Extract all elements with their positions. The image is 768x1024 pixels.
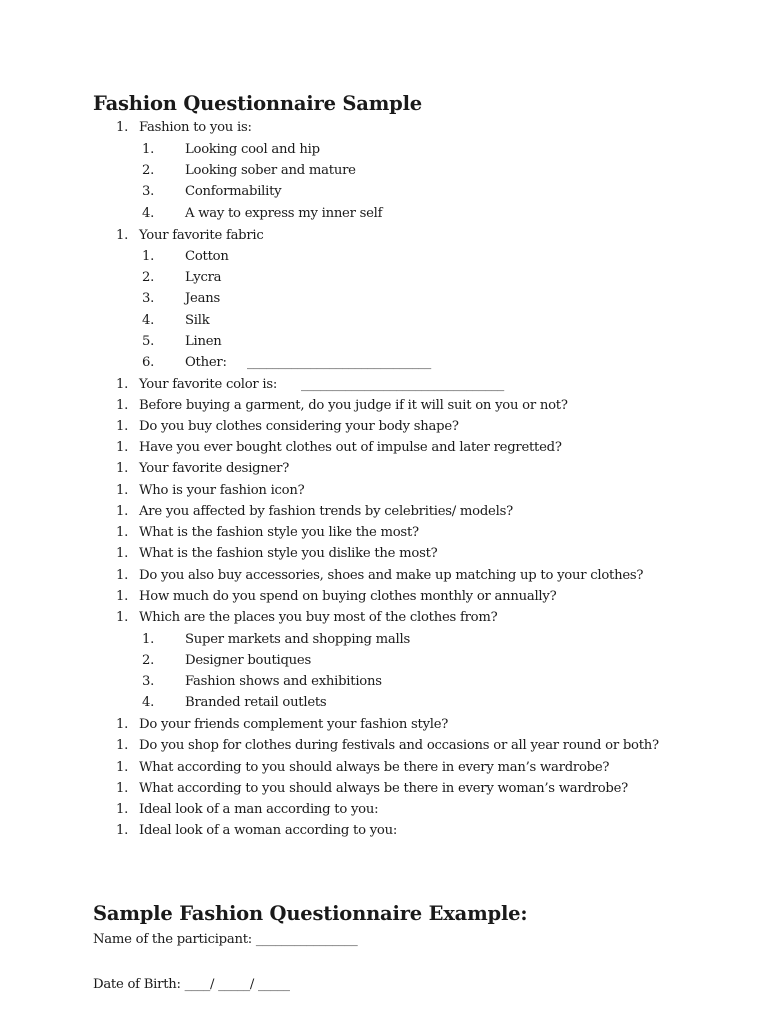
question-text: Do you shop for clothes during festivals and occasions or all year round or both? bbox=[139, 738, 659, 753]
question-text: How much do you spend on buying clothes monthly or annually? bbox=[139, 589, 557, 604]
question-number: 1. bbox=[116, 525, 129, 540]
question-number: 1. bbox=[116, 781, 129, 796]
option-text: Other: bbox=[185, 355, 227, 370]
option-text: Super markets and shopping malls bbox=[185, 632, 410, 647]
option-number: 2. bbox=[142, 270, 155, 285]
question-number: 1. bbox=[116, 120, 129, 135]
option-number: 4. bbox=[142, 313, 155, 328]
question-number: 1. bbox=[116, 589, 129, 604]
date-of-birth-field[interactable]: Date of Birth: ____/ _____/ _____ bbox=[93, 977, 290, 992]
option-number: 1. bbox=[142, 249, 155, 264]
answer-blank[interactable]: _____________________________ bbox=[247, 355, 431, 370]
question-number: 1. bbox=[116, 738, 129, 753]
question-text: Have you ever bought clothes out of impulse and later regretted? bbox=[139, 440, 562, 455]
option-number: 3. bbox=[142, 674, 155, 689]
option-number: 3. bbox=[142, 291, 155, 306]
option-number: 1. bbox=[142, 142, 155, 157]
option-text: Looking sober and mature bbox=[185, 163, 356, 178]
question-number: 1. bbox=[116, 823, 129, 838]
question-number: 1. bbox=[116, 398, 129, 413]
page-title: Fashion Questionnaire Sample bbox=[93, 92, 422, 115]
question-text: Do your friends complement your fashion style? bbox=[139, 717, 449, 732]
option-text: Silk bbox=[185, 313, 210, 328]
question-text: Your favorite color is: bbox=[139, 377, 278, 392]
question-text: Before buying a garment, do you judge if it will suit on you or not? bbox=[139, 398, 568, 413]
question-text: Your favorite designer? bbox=[139, 461, 290, 476]
participant-name-field[interactable]: Name of the participant: ________________ bbox=[93, 932, 358, 947]
question-number: 1. bbox=[116, 461, 129, 476]
question-number: 1. bbox=[116, 377, 129, 392]
question-number: 1. bbox=[116, 802, 129, 817]
question-text: Do you buy clothes considering your body shape? bbox=[139, 419, 459, 434]
option-number: 2. bbox=[142, 653, 155, 668]
option-number: 3. bbox=[142, 184, 155, 199]
option-number: 4. bbox=[142, 206, 155, 221]
option-text: Branded retail outlets bbox=[185, 695, 327, 710]
question-number: 1. bbox=[116, 610, 129, 625]
question-number: 1. bbox=[116, 760, 129, 775]
option-text: Lycra bbox=[185, 270, 222, 285]
question-number: 1. bbox=[116, 546, 129, 561]
question-number: 1. bbox=[116, 717, 129, 732]
example-title: Sample Fashion Questionnaire Example: bbox=[93, 902, 528, 925]
question-number: 1. bbox=[116, 419, 129, 434]
question-text: Are you affected by fashion trends by celebrities/ models? bbox=[139, 504, 513, 519]
question-text: Which are the places you buy most of the clothes from? bbox=[139, 610, 498, 625]
question-number: 1. bbox=[116, 228, 129, 243]
question-text: What is the fashion style you dislike the most? bbox=[139, 546, 438, 561]
question-number: 1. bbox=[116, 483, 129, 498]
answer-blank[interactable]: ________________________________ bbox=[301, 377, 504, 392]
option-number: 2. bbox=[142, 163, 155, 178]
option-text: Cotton bbox=[185, 249, 229, 264]
option-text: Conformability bbox=[185, 184, 282, 199]
option-number: 1. bbox=[142, 632, 155, 647]
question-text: What according to you should always be there in every man’s wardrobe? bbox=[139, 760, 610, 775]
question-number: 1. bbox=[116, 568, 129, 583]
option-number: 6. bbox=[142, 355, 155, 370]
option-text: Fashion shows and exhibitions bbox=[185, 674, 382, 689]
option-number: 4. bbox=[142, 695, 155, 710]
question-text: What according to you should always be there in every woman’s wardrobe? bbox=[139, 781, 628, 796]
question-text: What is the fashion style you like the most? bbox=[139, 525, 419, 540]
option-text: Linen bbox=[185, 334, 222, 349]
question-text: Ideal look of a man according to you: bbox=[139, 802, 379, 817]
option-text: Jeans bbox=[185, 291, 220, 306]
question-text: Ideal look of a woman according to you: bbox=[139, 823, 398, 838]
option-text: A way to express my inner self bbox=[185, 206, 383, 221]
question-text: Who is your fashion icon? bbox=[139, 483, 305, 498]
question-text: Fashion to you is: bbox=[139, 120, 252, 135]
question-number: 1. bbox=[116, 440, 129, 455]
question-text: Do you also buy accessories, shoes and make up matching up to your clothes? bbox=[139, 568, 644, 583]
option-text: Designer boutiques bbox=[185, 653, 311, 668]
option-text: Looking cool and hip bbox=[185, 142, 320, 157]
option-number: 5. bbox=[142, 334, 155, 349]
question-text: Your favorite fabric bbox=[139, 228, 264, 243]
question-number: 1. bbox=[116, 504, 129, 519]
